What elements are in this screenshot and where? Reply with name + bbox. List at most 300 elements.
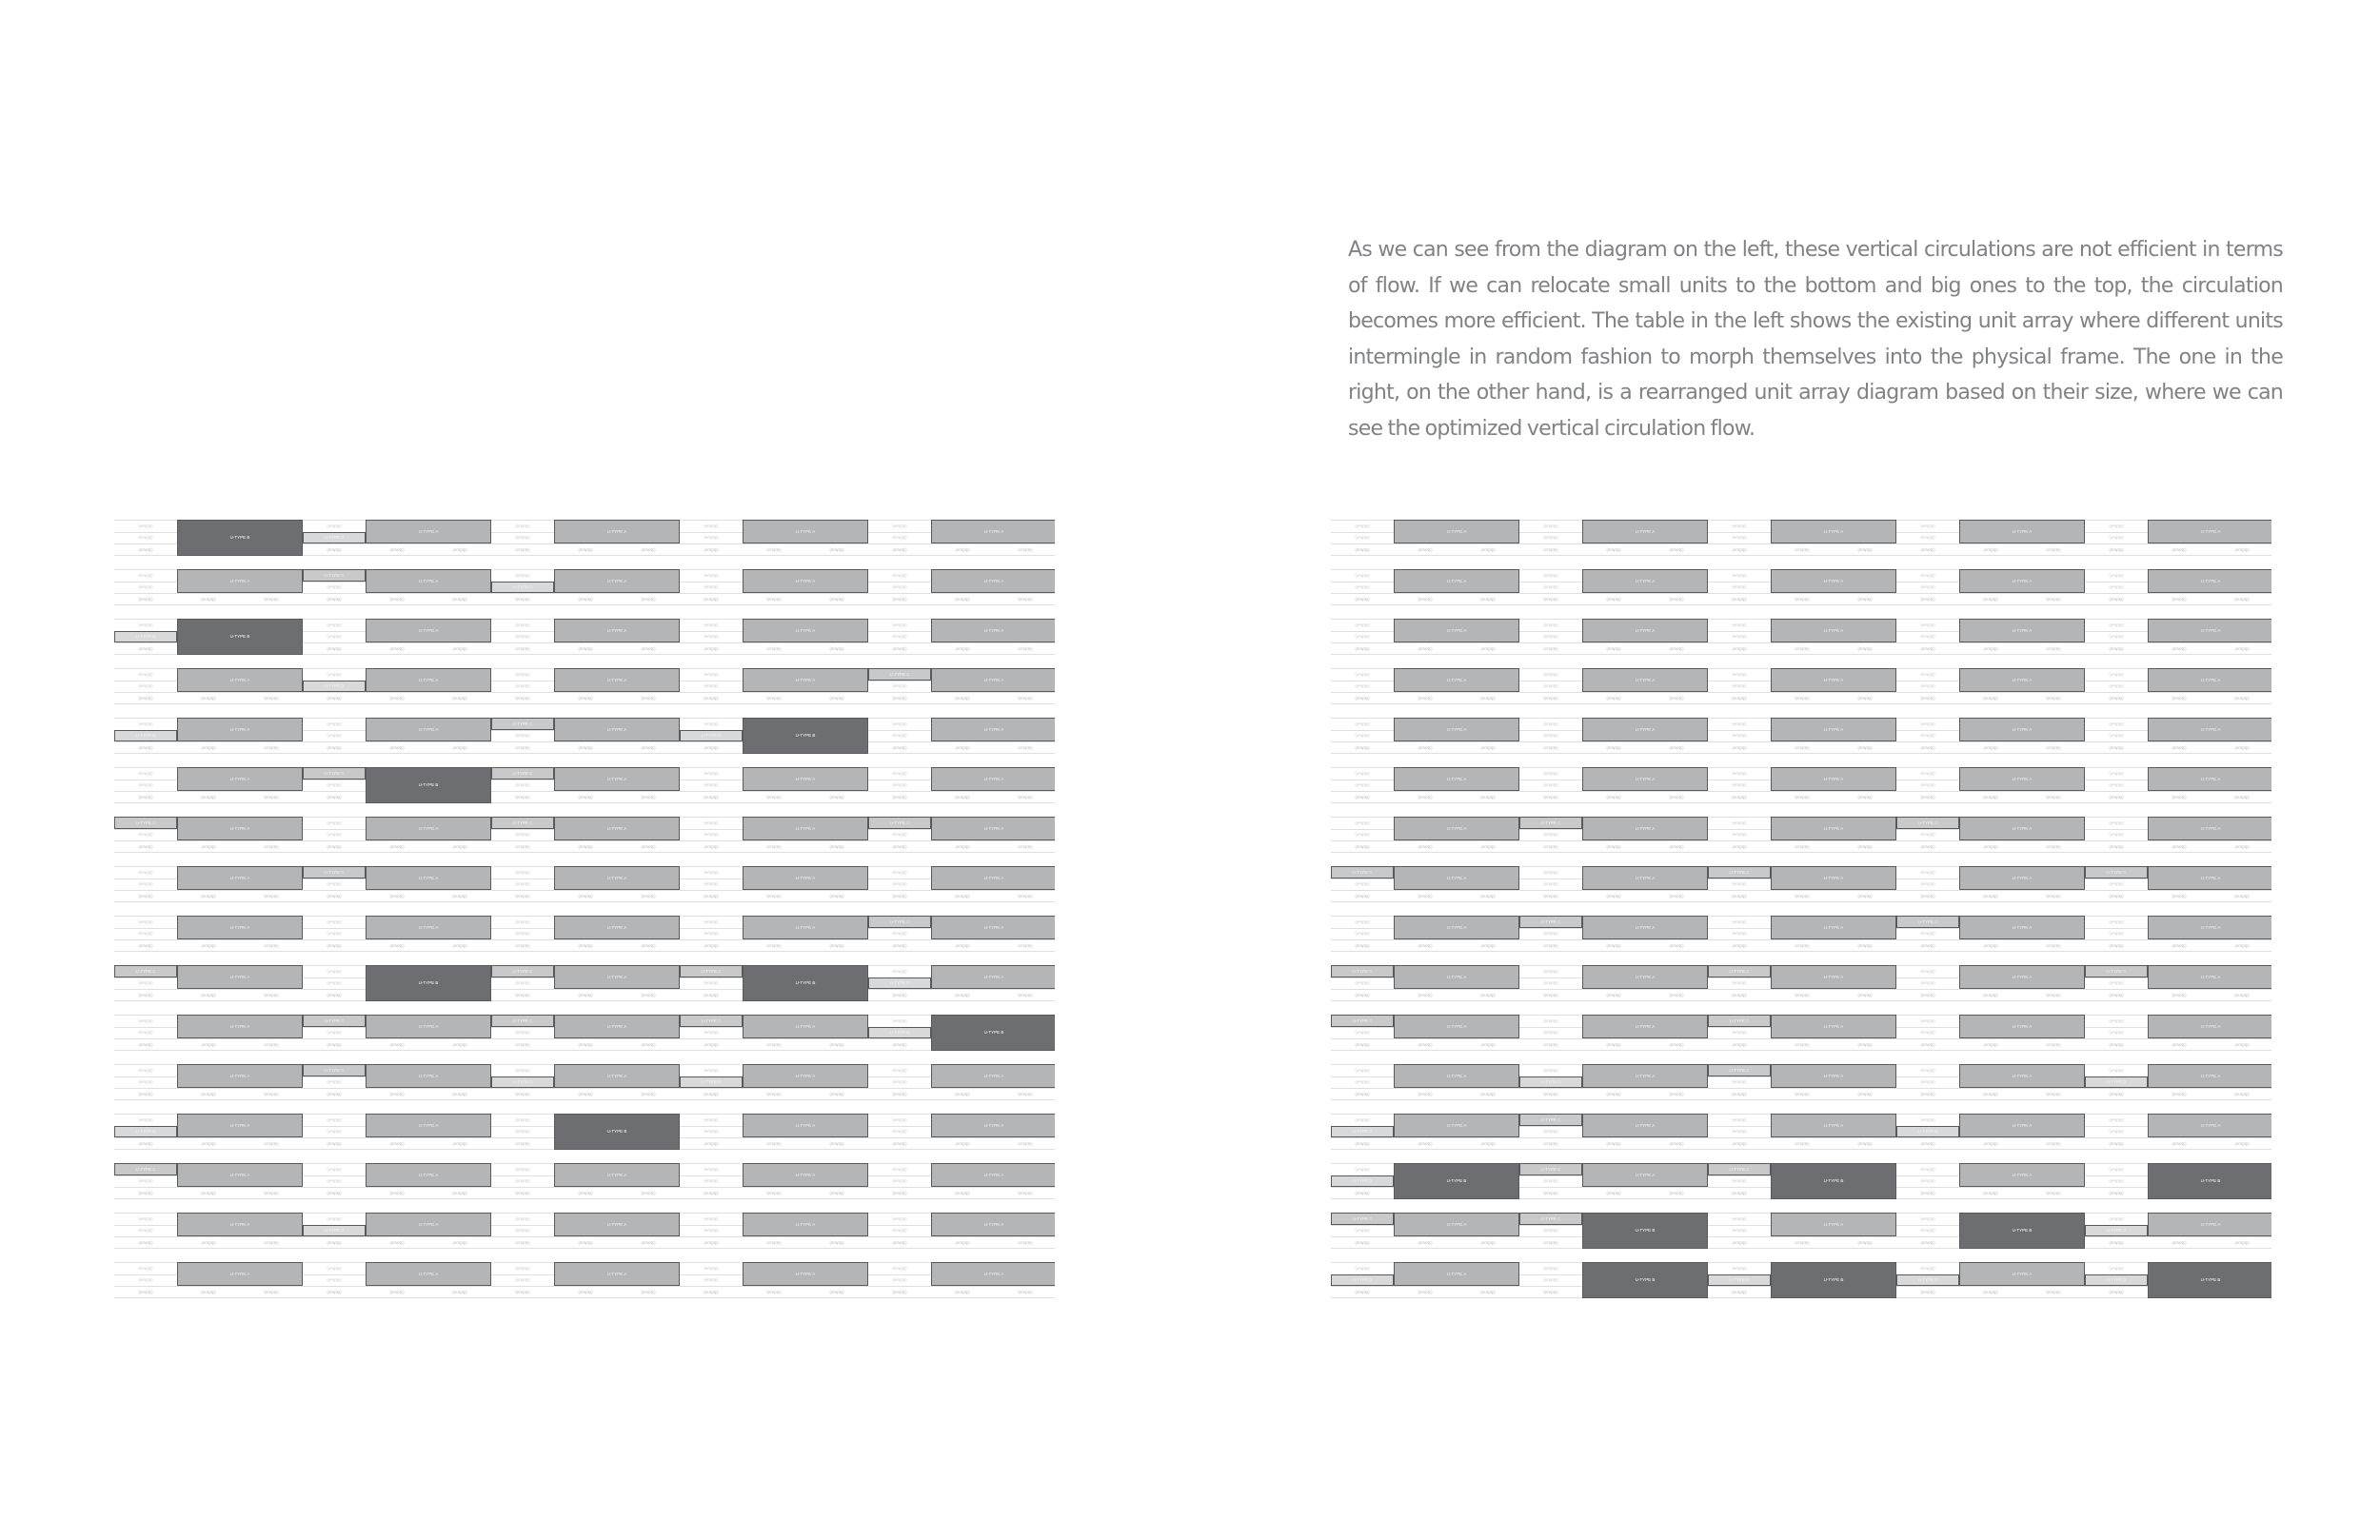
floor-row <box>114 866 1055 916</box>
empty-slot-label: (empty) <box>892 1166 907 1172</box>
empty-slot-label: (empty) <box>2234 1041 2250 1047</box>
empty-slot-label: (empty) <box>327 1166 342 1172</box>
empty-slot <box>617 791 680 803</box>
empty-slot <box>240 1088 303 1100</box>
empty-slot <box>2085 1163 2148 1175</box>
empty-slot-label: (empty) <box>578 794 593 800</box>
empty-slot <box>931 1137 994 1150</box>
unit-type-a <box>366 1015 491 1038</box>
empty-slot-label: (empty) <box>892 1091 907 1096</box>
empty-slot <box>1896 569 1959 582</box>
empty-slot <box>2085 780 2148 792</box>
empty-slot-label: (empty) <box>641 893 656 898</box>
empty-slot-label: (empty) <box>1018 992 1033 997</box>
empty-slot <box>428 1236 491 1249</box>
empty-slot <box>1834 840 1896 853</box>
empty-slot-label: (empty) <box>2109 721 2124 726</box>
empty-slot-label: (empty) <box>1983 843 1998 849</box>
empty-slot <box>805 791 868 803</box>
unit-type-a <box>1771 1015 1896 1038</box>
empty-slot-label: (empty) <box>138 942 153 948</box>
empty-slot-label: (empty) <box>1018 546 1033 552</box>
empty-slot <box>680 1213 743 1225</box>
unit-label: U-TYPE A <box>1823 1024 1844 1030</box>
unit-type-b <box>366 965 491 1001</box>
empty-slot-label: (empty) <box>2109 1017 2124 1023</box>
empty-slot <box>177 1236 240 1249</box>
empty-slot <box>1708 1137 1771 1150</box>
empty-slot <box>1331 1114 1394 1126</box>
empty-slot-label: (empty) <box>1732 523 1747 528</box>
unit-type-d <box>491 1076 554 1089</box>
unit-type-a <box>743 520 868 543</box>
empty-slot <box>554 692 617 704</box>
empty-slot-label: (empty) <box>515 1091 530 1096</box>
unit-label: U-TYPE D <box>135 733 156 739</box>
empty-slot-label: (empty) <box>2046 546 2061 552</box>
empty-slot-label: (empty) <box>2109 918 2124 924</box>
unit-label: U-TYPE A <box>418 678 439 683</box>
empty-slot-label: (empty) <box>704 523 719 528</box>
empty-slot-label: (empty) <box>1355 992 1370 997</box>
empty-slot-label: (empty) <box>1920 1140 1935 1146</box>
empty-slot-label: (empty) <box>327 931 342 937</box>
empty-slot-label: (empty) <box>515 794 530 800</box>
empty-slot <box>366 593 428 605</box>
unit-type-a <box>366 718 491 741</box>
empty-slot-label: (empty) <box>1543 1140 1558 1146</box>
empty-slot-label: (empty) <box>955 1190 970 1195</box>
unit-type-a <box>177 965 303 989</box>
empty-slot <box>554 1088 617 1100</box>
unit-label: U-TYPE D <box>1352 1129 1373 1135</box>
empty-slot-label: (empty) <box>704 596 719 602</box>
empty-slot <box>868 730 931 742</box>
unit-type-c <box>303 767 366 780</box>
empty-slot <box>366 1038 428 1051</box>
unit-label: U-TYPE A <box>418 529 439 535</box>
empty-slot <box>1582 939 1645 952</box>
empty-slot <box>931 593 994 605</box>
unit-label: U-TYPE A <box>2012 1173 2033 1178</box>
empty-slot <box>177 692 240 704</box>
empty-slot <box>491 520 554 532</box>
unit-label: U-TYPE A <box>1635 727 1656 733</box>
empty-slot-label: (empty) <box>1480 893 1496 898</box>
unit-type-a <box>554 817 680 840</box>
unit-label: U-TYPE B <box>983 1030 1004 1036</box>
empty-slot-label: (empty) <box>201 942 216 948</box>
empty-slot <box>114 1262 177 1274</box>
empty-slot <box>2022 1137 2085 1150</box>
empty-slot <box>2148 791 2211 803</box>
empty-slot <box>680 582 743 594</box>
unit-type-a <box>1959 767 2085 791</box>
unit-label: U-TYPE C <box>135 1166 156 1172</box>
unit-type-a <box>177 668 303 692</box>
empty-slot <box>1457 939 1519 952</box>
empty-slot-label: (empty) <box>955 596 970 602</box>
empty-slot <box>366 642 428 655</box>
empty-slot <box>1896 840 1959 853</box>
empty-slot-label: (empty) <box>2109 1215 2124 1221</box>
unit-label: U-TYPE A <box>606 529 627 535</box>
empty-slot-label: (empty) <box>2046 744 2061 750</box>
floor-row <box>1331 1015 2271 1064</box>
unit-label: U-TYPE C <box>512 819 533 825</box>
empty-slot-label: (empty) <box>2109 596 2124 602</box>
empty-slot <box>1896 631 1959 643</box>
unit-label: U-TYPE A <box>229 876 250 881</box>
unit-label: U-TYPE C <box>1352 869 1373 875</box>
empty-slot <box>114 543 177 556</box>
empty-slot-label: (empty) <box>2109 931 2124 937</box>
empty-slot-label: (empty) <box>327 832 342 838</box>
empty-slot-label: (empty) <box>1018 1140 1033 1146</box>
empty-slot <box>366 692 428 704</box>
empty-slot-label: (empty) <box>389 1289 405 1294</box>
empty-slot <box>1896 780 1959 792</box>
empty-slot-label: (empty) <box>1983 1140 1998 1146</box>
unit-label: U-TYPE A <box>983 975 1004 980</box>
empty-slot <box>1645 741 1708 754</box>
empty-slot <box>491 532 554 544</box>
empty-slot-label: (empty) <box>1355 744 1370 750</box>
empty-slot <box>1896 718 1959 730</box>
empty-slot-label: (empty) <box>1920 645 1935 651</box>
empty-slot <box>1771 642 1834 655</box>
unit-type-a <box>1582 965 1708 989</box>
unit-type-b <box>177 520 303 556</box>
empty-slot-label: (empty) <box>1543 523 1558 528</box>
empty-slot-label: (empty) <box>138 1067 153 1073</box>
empty-slot <box>177 1286 240 1298</box>
empty-slot <box>1519 977 1582 990</box>
empty-slot-label: (empty) <box>1732 1041 1747 1047</box>
empty-slot-label: (empty) <box>892 546 907 552</box>
empty-slot-label: (empty) <box>1543 1289 1558 1294</box>
unit-label: U-TYPE C <box>1352 1215 1373 1221</box>
floor-row <box>114 965 1055 1015</box>
empty-slot-label: (empty) <box>1543 1067 1558 1073</box>
empty-slot <box>2148 692 2211 704</box>
empty-slot <box>868 829 931 841</box>
empty-slot <box>114 939 177 952</box>
unit-type-a <box>177 1114 303 1137</box>
empty-slot-label: (empty) <box>2109 893 2124 898</box>
unit-type-a <box>1582 569 1708 593</box>
empty-slot-label: (empty) <box>138 695 153 701</box>
unit-type-a <box>366 1163 491 1187</box>
empty-slot <box>994 1286 1055 1298</box>
empty-slot-label: (empty) <box>1355 523 1370 528</box>
unit-label: U-TYPE A <box>418 1074 439 1079</box>
empty-slot <box>1834 989 1896 1001</box>
unit-type-a <box>366 1114 491 1137</box>
empty-slot-label: (empty) <box>1920 1215 1935 1221</box>
empty-slot-label: (empty) <box>1920 1166 1935 1172</box>
empty-slot-label: (empty) <box>264 893 279 898</box>
empty-slot-label: (empty) <box>1543 1228 1558 1234</box>
unit-label: U-TYPE A <box>606 579 627 584</box>
empty-slot-label: (empty) <box>1418 843 1433 849</box>
empty-slot-label: (empty) <box>766 893 782 898</box>
empty-slot-label: (empty) <box>2109 770 2124 776</box>
empty-slot <box>1959 1137 2022 1150</box>
empty-slot <box>303 890 366 902</box>
empty-slot-label: (empty) <box>1920 671 1935 677</box>
empty-slot <box>2085 1137 2148 1150</box>
unit-type-a <box>1771 817 1896 840</box>
empty-slot-label: (empty) <box>1920 770 1935 776</box>
empty-slot-label: (empty) <box>138 1116 153 1122</box>
empty-slot <box>1331 928 1394 940</box>
empty-slot-label: (empty) <box>829 942 844 948</box>
empty-slot-label: (empty) <box>578 1041 593 1047</box>
empty-slot <box>1519 520 1582 532</box>
unit-type-c <box>1331 866 1394 879</box>
empty-slot <box>1519 1038 1582 1051</box>
empty-slot-label: (empty) <box>327 843 342 849</box>
empty-slot <box>868 1076 931 1089</box>
unit-type-a <box>2148 1064 2271 1088</box>
empty-slot-label: (empty) <box>1355 1116 1370 1122</box>
empty-slot-label: (empty) <box>1857 893 1873 898</box>
empty-slot-label: (empty) <box>1732 671 1747 677</box>
empty-slot <box>114 642 177 655</box>
empty-slot-label: (empty) <box>2109 1041 2124 1047</box>
unit-type-a <box>1771 866 1896 890</box>
empty-slot-label: (empty) <box>1795 843 1810 849</box>
empty-slot-label: (empty) <box>452 1289 467 1294</box>
unit-label: U-TYPE A <box>2012 975 2033 980</box>
empty-slot <box>2148 741 2211 754</box>
empty-slot <box>491 681 554 693</box>
empty-slot <box>2085 1038 2148 1051</box>
empty-slot <box>114 767 177 780</box>
empty-slot <box>1582 593 1645 605</box>
unit-type-c <box>1708 1015 1771 1027</box>
empty-slot <box>680 692 743 704</box>
empty-slot <box>1331 791 1394 803</box>
empty-slot-label: (empty) <box>264 992 279 997</box>
empty-slot-label: (empty) <box>1983 695 1998 701</box>
empty-slot <box>1708 989 1771 1001</box>
empty-slot <box>1645 1137 1708 1150</box>
empty-slot-label: (empty) <box>327 893 342 898</box>
empty-slot-label: (empty) <box>327 1041 342 1047</box>
empty-slot <box>743 1137 805 1150</box>
empty-slot-label: (empty) <box>2234 1239 2250 1245</box>
unit-label: U-TYPE A <box>1446 529 1467 535</box>
unit-type-a <box>931 520 1055 543</box>
unit-type-a <box>1959 718 2085 741</box>
unit-label: U-TYPE A <box>1635 925 1656 931</box>
empty-slot-label: (empty) <box>1983 546 1998 552</box>
empty-slot-label: (empty) <box>138 1277 153 1283</box>
empty-slot <box>2085 730 2148 742</box>
empty-slot-label: (empty) <box>2172 942 2187 948</box>
empty-slot <box>303 692 366 704</box>
unit-type-a <box>366 668 491 692</box>
empty-slot-label: (empty) <box>704 1091 719 1096</box>
empty-slot <box>931 1088 994 1100</box>
empty-slot <box>2148 939 2211 952</box>
unit-label: U-TYPE A <box>1823 1222 1844 1228</box>
empty-slot-label: (empty) <box>955 794 970 800</box>
empty-slot <box>1331 520 1394 532</box>
empty-slot <box>868 593 931 605</box>
empty-slot-label: (empty) <box>2234 744 2250 750</box>
empty-slot <box>2085 741 2148 754</box>
unit-label: U-TYPE A <box>2200 529 2221 535</box>
unit-label: U-TYPE A <box>2012 678 2033 683</box>
empty-slot <box>1896 1262 1959 1274</box>
empty-slot-label: (empty) <box>138 1091 153 1096</box>
empty-slot <box>1457 593 1519 605</box>
empty-slot <box>491 569 554 582</box>
empty-slot-label: (empty) <box>138 721 153 726</box>
empty-slot-label: (empty) <box>515 832 530 838</box>
unit-label: U-TYPE B <box>2200 1277 2221 1283</box>
empty-slot-label: (empty) <box>1732 1129 1747 1135</box>
empty-slot-label: (empty) <box>2046 942 2061 948</box>
empty-slot-label: (empty) <box>704 1178 719 1184</box>
empty-slot-label: (empty) <box>955 843 970 849</box>
empty-slot <box>1519 791 1582 803</box>
empty-slot-label: (empty) <box>704 1239 719 1245</box>
empty-slot <box>805 692 868 704</box>
empty-slot-label: (empty) <box>1480 1289 1496 1294</box>
floor-row <box>114 1114 1055 1163</box>
empty-slot-label: (empty) <box>201 992 216 997</box>
empty-slot-label: (empty) <box>452 1041 467 1047</box>
empty-slot-label: (empty) <box>955 695 970 701</box>
empty-slot-label: (empty) <box>1732 1140 1747 1146</box>
empty-slot <box>680 840 743 853</box>
floor-row <box>114 1213 1055 1262</box>
empty-slot-label: (empty) <box>1018 596 1033 602</box>
unit-type-a <box>2148 569 2271 593</box>
empty-slot <box>1331 1163 1394 1175</box>
unit-type-a <box>177 817 303 840</box>
empty-slot <box>114 780 177 792</box>
empty-slot <box>1331 668 1394 681</box>
empty-slot-label: (empty) <box>327 1030 342 1036</box>
empty-slot-label: (empty) <box>138 1228 153 1234</box>
empty-slot <box>1519 965 1582 977</box>
empty-slot <box>1394 791 1457 803</box>
unit-type-a <box>931 718 1055 741</box>
empty-slot-label: (empty) <box>704 1228 719 1234</box>
empty-slot <box>303 741 366 754</box>
empty-slot-label: (empty) <box>829 794 844 800</box>
unit-type-c <box>303 569 366 582</box>
unit-type-a <box>2148 1114 2271 1137</box>
empty-slot-label: (empty) <box>138 1178 153 1184</box>
empty-slot <box>1896 668 1959 681</box>
empty-slot <box>1708 730 1771 742</box>
empty-slot-label: (empty) <box>766 843 782 849</box>
unit-type-c <box>114 817 177 829</box>
unit-label: U-TYPE A <box>1635 529 1656 535</box>
unit-type-a <box>554 668 680 692</box>
unit-label: U-TYPE A <box>1635 826 1656 832</box>
empty-slot <box>1331 767 1394 780</box>
empty-slot-label: (empty) <box>264 1190 279 1195</box>
unit-type-a <box>743 1213 868 1236</box>
empty-slot-label: (empty) <box>1732 1116 1747 1122</box>
empty-slot <box>994 593 1055 605</box>
empty-slot-label: (empty) <box>641 992 656 997</box>
empty-slot-label: (empty) <box>1732 546 1747 552</box>
empty-slot <box>743 1187 805 1199</box>
empty-slot <box>303 593 366 605</box>
unit-label: U-TYPE A <box>1635 876 1656 881</box>
unit-type-a <box>2148 767 2271 791</box>
empty-slot-label: (empty) <box>829 1091 844 1096</box>
empty-slot <box>1896 642 1959 655</box>
empty-slot-label: (empty) <box>892 634 907 640</box>
unit-type-c <box>1708 1064 1771 1076</box>
unit-label: U-TYPE A <box>418 1173 439 1178</box>
empty-slot-label: (empty) <box>201 596 216 602</box>
empty-slot <box>2022 1286 2085 1298</box>
empty-slot <box>491 668 554 681</box>
unit-type-a <box>1959 520 2085 543</box>
empty-slot <box>2211 840 2271 853</box>
empty-slot <box>1519 718 1582 730</box>
empty-slot-label: (empty) <box>1795 596 1810 602</box>
unit-label: U-TYPE A <box>1823 628 1844 634</box>
unit-label: U-TYPE B <box>229 634 250 640</box>
empty-slot-label: (empty) <box>389 893 405 898</box>
empty-slot <box>1394 1088 1457 1100</box>
empty-slot-label: (empty) <box>2109 733 2124 739</box>
empty-slot-label: (empty) <box>704 546 719 552</box>
empty-slot-label: (empty) <box>2109 942 2124 948</box>
floor-row <box>1331 718 2271 767</box>
empty-slot-label: (empty) <box>578 695 593 701</box>
empty-slot-label: (empty) <box>1543 596 1558 602</box>
empty-slot-label: (empty) <box>1606 1190 1621 1195</box>
floor-row <box>1331 1163 2271 1213</box>
empty-slot-label: (empty) <box>1018 1091 1033 1096</box>
empty-slot-label: (empty) <box>1732 843 1747 849</box>
empty-slot-label: (empty) <box>1795 893 1810 898</box>
unit-label: U-TYPE A <box>2200 876 2221 881</box>
empty-slot-label: (empty) <box>955 893 970 898</box>
empty-slot <box>1834 692 1896 704</box>
unit-type-a <box>1394 1262 1519 1286</box>
empty-slot-label: (empty) <box>1920 546 1935 552</box>
empty-slot <box>303 619 366 631</box>
floor-row <box>114 1064 1055 1114</box>
empty-slot <box>931 989 994 1001</box>
empty-slot <box>931 741 994 754</box>
empty-slot <box>1708 631 1771 643</box>
unit-label: U-TYPE B <box>2200 1178 2221 1184</box>
empty-slot-label: (empty) <box>2172 695 2187 701</box>
empty-slot <box>680 767 743 780</box>
unit-label: U-TYPE D <box>512 1079 533 1085</box>
empty-slot <box>680 879 743 891</box>
empty-slot <box>1457 692 1519 704</box>
unit-label: U-TYPE A <box>2012 727 2033 733</box>
empty-slot-label: (empty) <box>515 1067 530 1073</box>
unit-type-a <box>2148 1213 2271 1236</box>
empty-slot <box>2085 532 2148 544</box>
